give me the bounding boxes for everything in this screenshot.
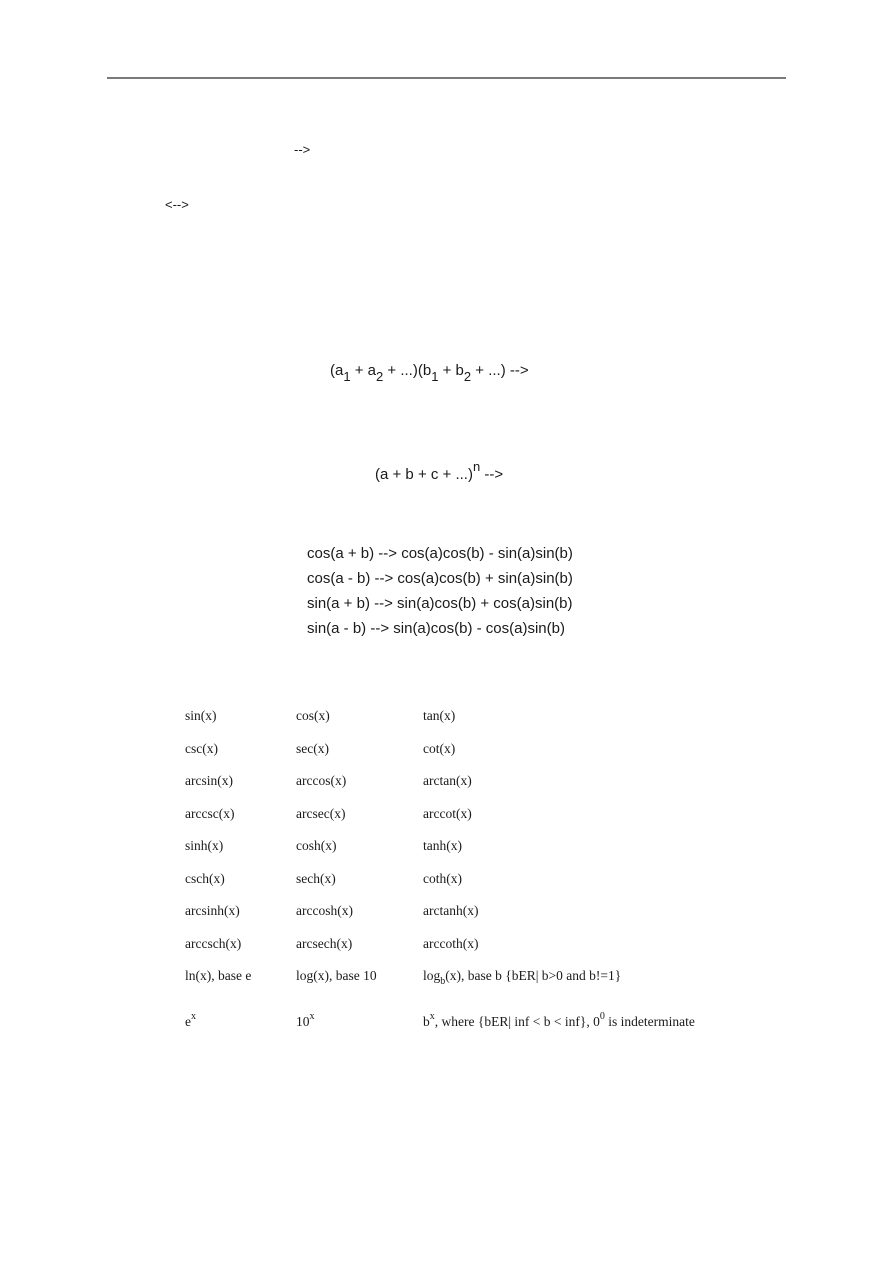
subscript: 2: [376, 369, 384, 384]
multinomial-expansion: [375, 459, 504, 483]
function-cell: arccos(x): [296, 773, 347, 788]
exp-base: 10: [296, 1014, 310, 1029]
log10-cell: log(x), base 10: [296, 968, 377, 983]
trig-identities: [307, 541, 590, 641]
trig-identity: sin(a - b) --> sin(a)cos(b) - cos(a)sin(b): [307, 620, 565, 637]
exp-e-cell: [185, 1011, 196, 1030]
product-part: (a: [330, 362, 344, 379]
function-cell: arctan(x): [423, 773, 472, 788]
trig-identity: sin(a + b) --> sin(a)cos(b) + cos(a)sin(b): [307, 595, 573, 612]
arrow-bidirectional: <-->: [165, 197, 189, 212]
product-part: + b: [438, 362, 464, 379]
function-cell: coth(x): [423, 870, 462, 886]
logb-cell: [423, 968, 622, 987]
ln-cell: ln(x), base e: [185, 968, 252, 983]
function-cell: arccosh(x): [296, 903, 353, 918]
superscript: 0: [599, 1011, 605, 1022]
function-cell: csc(x): [185, 740, 218, 756]
multinomial-base: (a + b + c + ...): [375, 466, 473, 483]
function-cell: sinh(x): [185, 838, 224, 853]
function-cell: arcsec(x): [296, 805, 346, 821]
function-cell: arcsinh(x): [185, 903, 240, 918]
function-cell: sin(x): [185, 708, 217, 723]
product-part: + a: [350, 362, 377, 379]
product-expansion: [330, 362, 529, 384]
exp-condition: , where {bER| inf < b < inf}, 0: [434, 1014, 600, 1029]
subscript: 1: [431, 369, 439, 384]
exp-base: e: [185, 1014, 191, 1029]
superscript: n: [472, 459, 481, 474]
trig-identity: cos(a + b) --> cos(a)cos(b) - sin(a)sin(b): [307, 545, 573, 562]
function-cell: arccsc(x): [185, 805, 235, 821]
subscript: b: [440, 976, 446, 987]
function-cell: arctanh(x): [423, 903, 479, 918]
subscript: 2: [463, 369, 472, 384]
function-cell: tan(x): [423, 708, 456, 723]
arrow-right: -->: [294, 142, 311, 157]
function-cell: cot(x): [423, 740, 456, 756]
trig-identity: cos(a - b) --> cos(a)cos(b) + sin(a)sin(b): [307, 570, 573, 587]
product-part: + ...)(b: [383, 362, 432, 379]
function-cell: arccoth(x): [423, 935, 479, 951]
logb-suffix: (x), base b {bER| b>0 and b!=1}: [445, 968, 622, 983]
exp-10-cell: [296, 1011, 315, 1030]
product-part: + ...) -->: [471, 362, 529, 379]
function-cell: arcsech(x): [296, 935, 353, 951]
function-cell: cosh(x): [296, 838, 337, 853]
exp-base: b: [423, 1014, 430, 1029]
header-rule: [107, 77, 786, 79]
multinomial-arrow: -->: [480, 466, 504, 483]
superscript: x: [191, 1011, 196, 1022]
function-cell: sech(x): [296, 870, 336, 886]
function-cell: sec(x): [296, 740, 329, 756]
superscript: x: [309, 1011, 315, 1022]
function-cell: cos(x): [296, 708, 330, 723]
exp-note: is indeterminate: [604, 1014, 695, 1029]
exp-b-cell: [423, 1011, 695, 1030]
superscript: x: [429, 1011, 435, 1022]
function-cell: arccot(x): [423, 805, 472, 821]
subscript: 1: [343, 369, 351, 384]
function-cell: csch(x): [185, 870, 225, 886]
function-cell: arccsch(x): [185, 935, 242, 951]
function-cell: tanh(x): [423, 838, 462, 853]
function-cell: arcsin(x): [185, 773, 233, 788]
logb-prefix: log: [423, 968, 441, 983]
